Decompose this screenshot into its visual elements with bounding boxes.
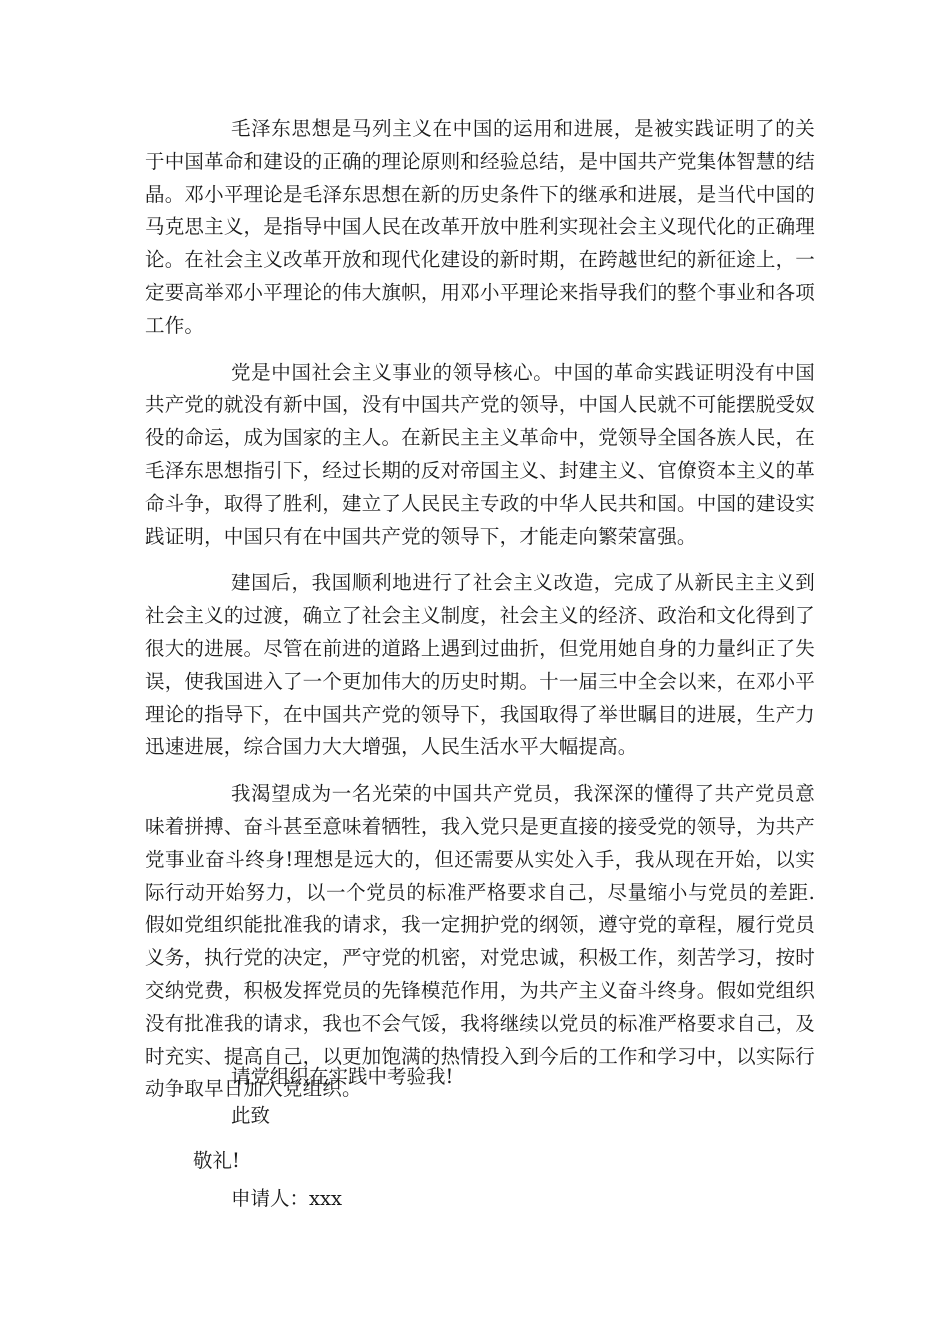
letter-body [145, 113, 815, 1106]
paragraph-national-history: 建国后，我国顺利地进行了社会主义改造，完成了从新民主主义到社会主义的过渡，确立了社会主义制度，社会主义的经济、政治和文化得到了很大的进展。尽管在前进的道路上遇到过曲折，但党用她自身的力量纠正了失误，使我国进入了一个更加伟大的历史时期。十一届三中全会以来，在邓小平理论的指导下，在中国共产党的领导下，我国取得了举世瞩目的进展，生产力迅速进展，综合国力大大增强，人民生活水平大幅提高。 [145, 571, 815, 759]
applicant-signature: 申请人：xxx [231, 1187, 342, 1210]
closing-jingli: 敬礼! [193, 1149, 240, 1172]
closing-cizhi: 此致 [231, 1104, 271, 1127]
paragraph-personal-pledge: 我渴望成为一名光荣的中国共产党员，我深深的懂得了共产党员意味着拼搏、奋斗甚至意味着牺牲，我入党只是更直接的接受党的领导，为共产党事业奋斗终身!理想是远大的，但还需要从实处入手，我从现在开始，以实际行动开始努力，以一个党员的标准严格要求自己，尽量缩小与党员的差距.假如党组织能批准我的请求，我一定拥护党的纲领，遵守党的章程，履行党员义务，执行党的决定，严守党的机密，对党忠诚，积极工作，刻苦学习，按时交纳党费，积极发挥党员的先锋模范作用，为共产主义奋斗终身。假如党组织没有批准我的请求，我也不会气馁，我将继续以党员的标准严格要求自己，及时充实、提高自己，以更加饱满的热情投入到今后的工作和学习中，以实际行动争取早日加入党组织。 [145, 782, 815, 1101]
paragraph-ideology: 毛泽东思想是马列主义在中国的运用和进展，是被实践证明了的关于中国革命和建设的正确的理论原则和经验总结，是中国共产党集体智慧的结晶。邓小平理论是毛泽东思想在新的历史条件下的继承和进展，是当代中国的马克思主义，是指导中国人民在改革开放中胜利实现社会主义现代化的正确理论。在社会主义改革开放和现代化建设的新时期，在跨越世纪的新征途上，一定要高举邓小平理论的伟大旗帜，用邓小平理论来指导我们的整个事业和各项工作。 [145, 117, 815, 337]
closing-request: 请党组织在实践中考验我! [231, 1065, 454, 1088]
paragraph-party-leadership: 党是中国社会主义事业的领导核心。中国的革命实践证明没有中国共产党的就没有新中国，没有中国共产党的领导，中国人民就不可能摆脱受奴役的命运，成为国家的主人。在新民主主义革命中，党领导全国各族人民，在毛泽东思想指引下，经过长期的反对帝国主义、封建主义、官僚资本主义的革命斗争，取得了胜利，建立了人民民主专政的中华人民共和国。中国的建设实践证明，中国只有在中国共产党的领导下，才能走向繁荣富强。 [145, 360, 815, 548]
